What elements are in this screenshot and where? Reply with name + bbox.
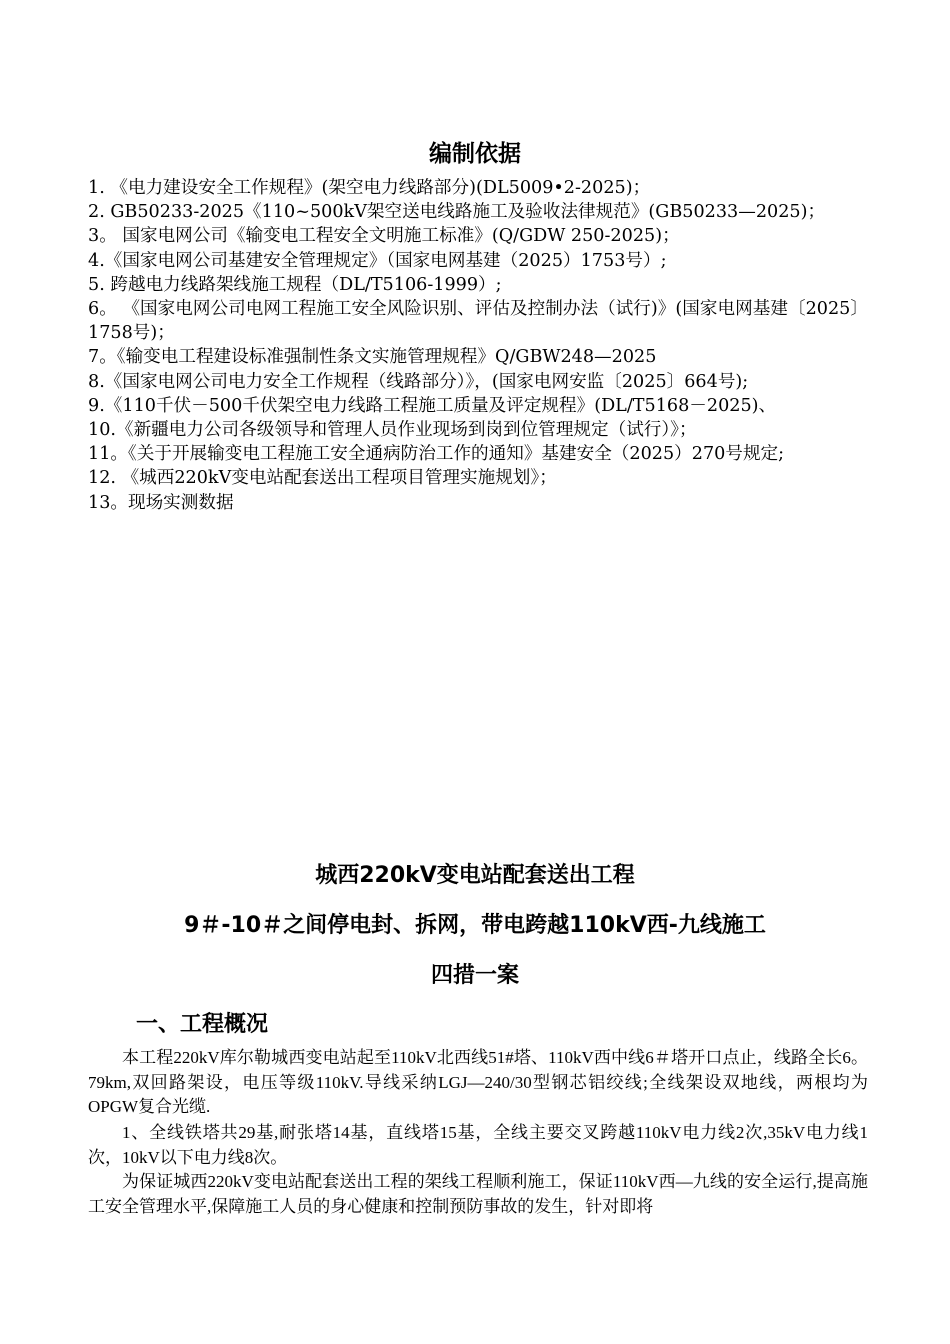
basis-item: 7。《输变电工程建设标准强制性条文实施管理规程》Q/GBW248—2025 (88, 347, 657, 368)
basis-item: 13。现场实测数据 (88, 492, 234, 513)
basis-item: 11。《关于开展输变电工程施工安全通病防治工作的通知》基建安全（2025）270号规定; (88, 444, 785, 465)
basis-item: 10.《新疆电力公司各级领导和管理人员作业现场到岗到位管理规定（试行）》； (88, 420, 697, 441)
basis-item: 6。 《国家电网公司电网工程施工安全风险识别、评估及控制办法（试行)》(国家电网基建〔2025〕1758号)； (88, 299, 868, 344)
basis-item: 4.《国家电网公司基建安全管理规定》（国家电网基建（2025）1753号）; (88, 250, 667, 271)
project-title-line2: 9＃-10＃之间停电封、拆网，带电跨越110kV西-九线施工 (184, 913, 766, 938)
section1-heading: 一、工程概况 (136, 1012, 269, 1037)
basis-item: 8.《国家电网公司电力安全工作规程（线路部分）》，(国家电网安监〔2025〕664号); (88, 371, 749, 392)
basis-item: 1. 《电力建设安全工作规程》(架空电力线路部分)(DL5009•2-2025)； (88, 178, 651, 198)
project-title-line3: 四措一案 (430, 963, 519, 988)
basis-item: 9.《110千伏－500千伏架空电力线路工程施工质量及评定规程》(DL/T5168－2025)、 (88, 395, 777, 416)
project-title-line1: 城西220kV变电站配套送出工程 (315, 863, 635, 888)
overview-paragraph-2: 1、全线铁塔共29基,耐张塔14基，直线塔15基，全线主要交叉跨越110kV电力线2次,35kV电力线1次，10kV以下电力线8次。 (88, 1123, 868, 1167)
basis-item: 5. 跨越电力线路架线施工规程（DL/T5106-1999）; (88, 274, 502, 295)
basis-item: 3。 国家电网公司《输变电工程安全文明施工标准》(Q/GDW 250-2025)； (88, 226, 680, 247)
basis-list (88, 176, 868, 515)
basis-item: 2. GB50233-2025《110~500kV架空送电线路施工及验收法律规范》(GB50233—2025)； (88, 202, 826, 223)
basis-item: 12. 《城西220kV变电站配套送出工程项目管理实施规划》； (88, 468, 557, 489)
overview-paragraph-1: 本工程220kV库尔勒城西变电站起至110kV北西线51#塔、110kV西中线6＃塔开口点止，线路全长6。79km,双回路架设，电压等级110kV.导线采纳LGJ—240/30型钢芯铝绞线;全线架设双地线，两根均为OPGW复合光缆. (88, 1048, 868, 1116)
overview-paragraph-3: 为保证城西220kV变电站配套送出工程的架线工程顺利施工，保证110kV西—九线的安全运行,提高施工安全管理水平,保障施工人员的身心健康和控制预防事故的发生，针对即将 (88, 1172, 868, 1216)
basis-title: 编制依据 (429, 141, 521, 167)
